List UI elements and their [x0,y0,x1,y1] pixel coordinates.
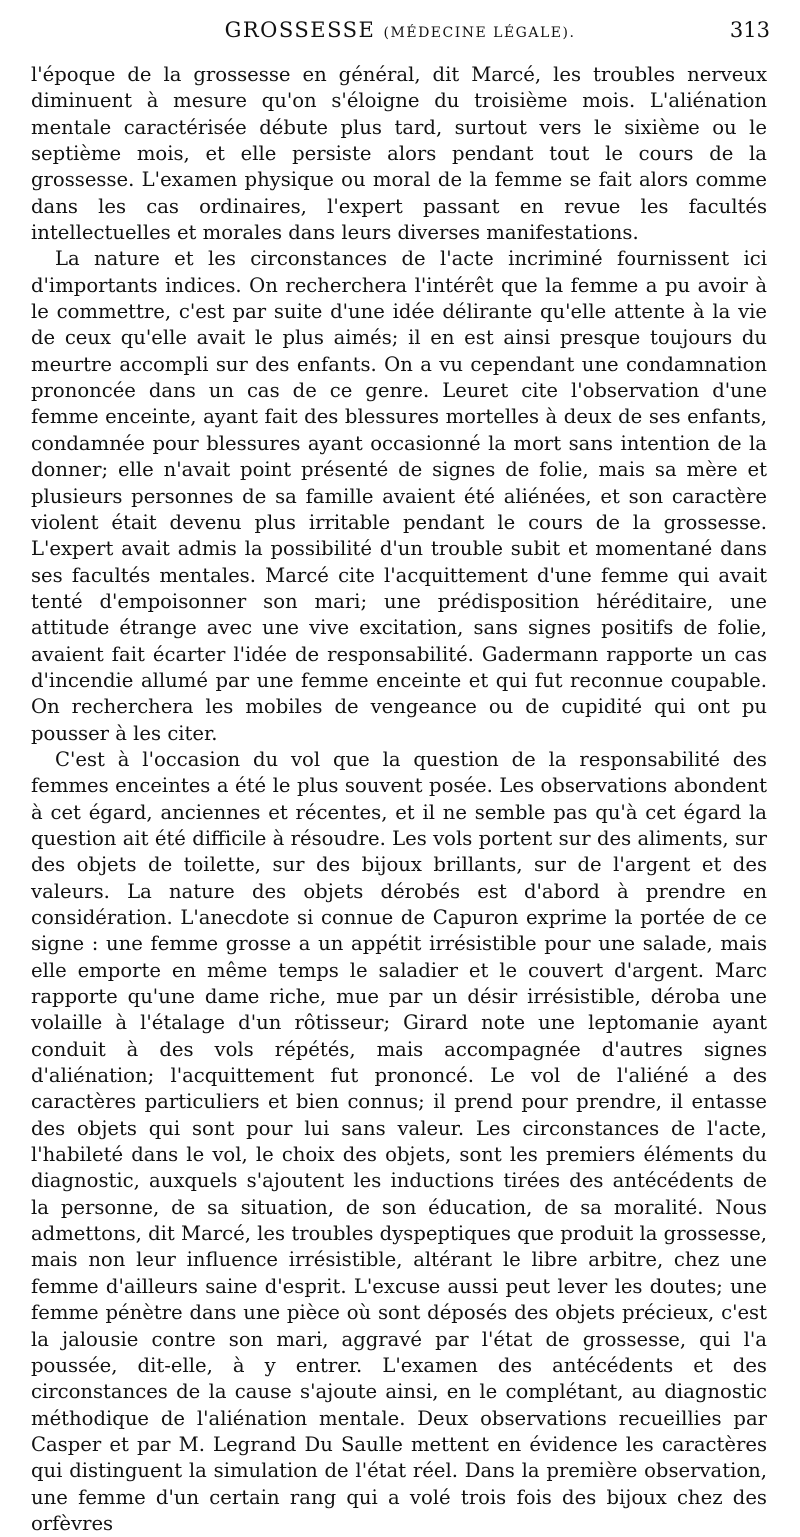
page-number: 313 [729,18,770,42]
paragraph-continuation: l'époque de la grossesse en général, dit Marcé, les troubles nerveux diminuent à mesure qu'on s'éloigne du troisième mois. L'aliénation mentale caractérisée débute plus tard, surtout vers le sixième ou le septième mois, et elle persiste alors pendant tout le cours de la grossesse. L'examen physique ou moral de la femme se fait alors comme dans les cas ordinaires, l'expert passant en revue les facultés intellectuelles et morales dans leurs diverses manifestations. [31,63,767,245]
chapter-subtitle: (MÉDECINE LÉGALE). [383,25,576,41]
paragraph-vol: C'est à l'occasion du vol que la question de la responsabilité des femmes enceintes a été le plus souvent posée. Les observations abondent à cet égard, anciennes et récentes, et il ne semble pas qu'à cet égard la question ait été difficile à résoudre. Les vols portent sur des aliments, sur des objets de toilette, sur des bijoux brillants, sur de l'argent et des valeurs. La nature des objets dérobés est d'abord à prendre en considération. L'anecdote si connue de Capuron exprime la portée de ce signe : une femme grosse a un appétit irrésistible pour une salade, mais elle emporte en même temps le saladier et le couvert d'argent. Marc rapporte qu'une dame riche, mue par un désir irrésistible, déroba une volaille à l'étalage d'un rôtisseur; Girard note une leptomanie ayant conduit à des vols répétés, mais accompagnée d'autres signes d'aliénation; l'acquittement fut prononcé. Le vol de l'aliéné a des caractères particuliers et bien connus; il prend pour prendre, il entasse des objets qui sont pour lui sans valeur. Les circonstances de l'acte, l'habileté dans le vol, le choix des objets, sont les premiers éléments du diagnostic, auxquels s'ajoutent les inductions tirées des antécédents de la personne, de sa situation, de son éducation, de sa moralité. Nous admettons, dit Marcé, les troubles dyspeptiques que produit la grossesse, mais non leur influence irrésistible, altérant le libre arbitre, chez une femme d'ailleurs saine d'esprit. L'excuse aussi peut lever les doutes; une femme pénètre dans une pièce où sont déposés des objets précieux, c'est la jalousie contre son mari, aggravé par l'état de grossesse, qui l'a poussée, dit-elle, à y entrer. L'examen des antécédents et des circonstances de la cause s'ajoute ainsi, en le complétant, au diagnostic méthodique de l'aliénation mentale. Deux observations recueillies par Casper et par M. Legrand Du Saulle mettent en évidence les caractères qui distinguent la simulation de l'état réel. Dans la première observation, une femme d'un certain rang qui a volé trois fois des bijoux chez des orfèvres [31,747,767,1535]
running-head [30,18,770,58]
body-text [31,62,767,1537]
paragraph-nature-circonstances: La nature et les circonstances de l'acte incriminé fournissent ici d'importants indices. On recherchera l'intérêt que la femme a pu avoir à le commettre, c'est par suite d'une idée délirante qu'elle attente à la vie de ceux qu'elle avait le plus aimés; il en est ainsi presque toujours du meurtre accompli sur des enfants. On a vu cependant une condamnation prononcée dans un cas de ce genre. Leuret cite l'observation d'une femme enceinte, ayant fait des blessures mortelles à deux de ses enfants, condamnée pour blessures ayant occasionné la mort sans intention de la donner; elle n'avait point présenté de signes de folie, mais sa mère et plusieurs personnes de sa famille avaient été aliénées, et son caractère violent était devenu plus irritable pendant le cours de la grossesse. L'expert avait admis la possibilité d'un trouble subit et momentané dans ses facultés mentales. Marcé cite l'acquittement d'une femme qui avait tenté d'empoisonner son mari; une prédisposition héréditaire, une attitude étrange avec une vive excitation, sans signes positifs de folie, avaient fait écarter l'idée de responsabilité. Gadermann rapporte un cas d'incendie allumé par une femme enceinte et qui fut reconnue coupable. On recherchera les mobiles de vengeance ou de cupidité qui ont pu pousser à les citer. [31,247,767,745]
running-title [30,18,770,42]
chapter-title: GROSSESSE [224,18,376,42]
